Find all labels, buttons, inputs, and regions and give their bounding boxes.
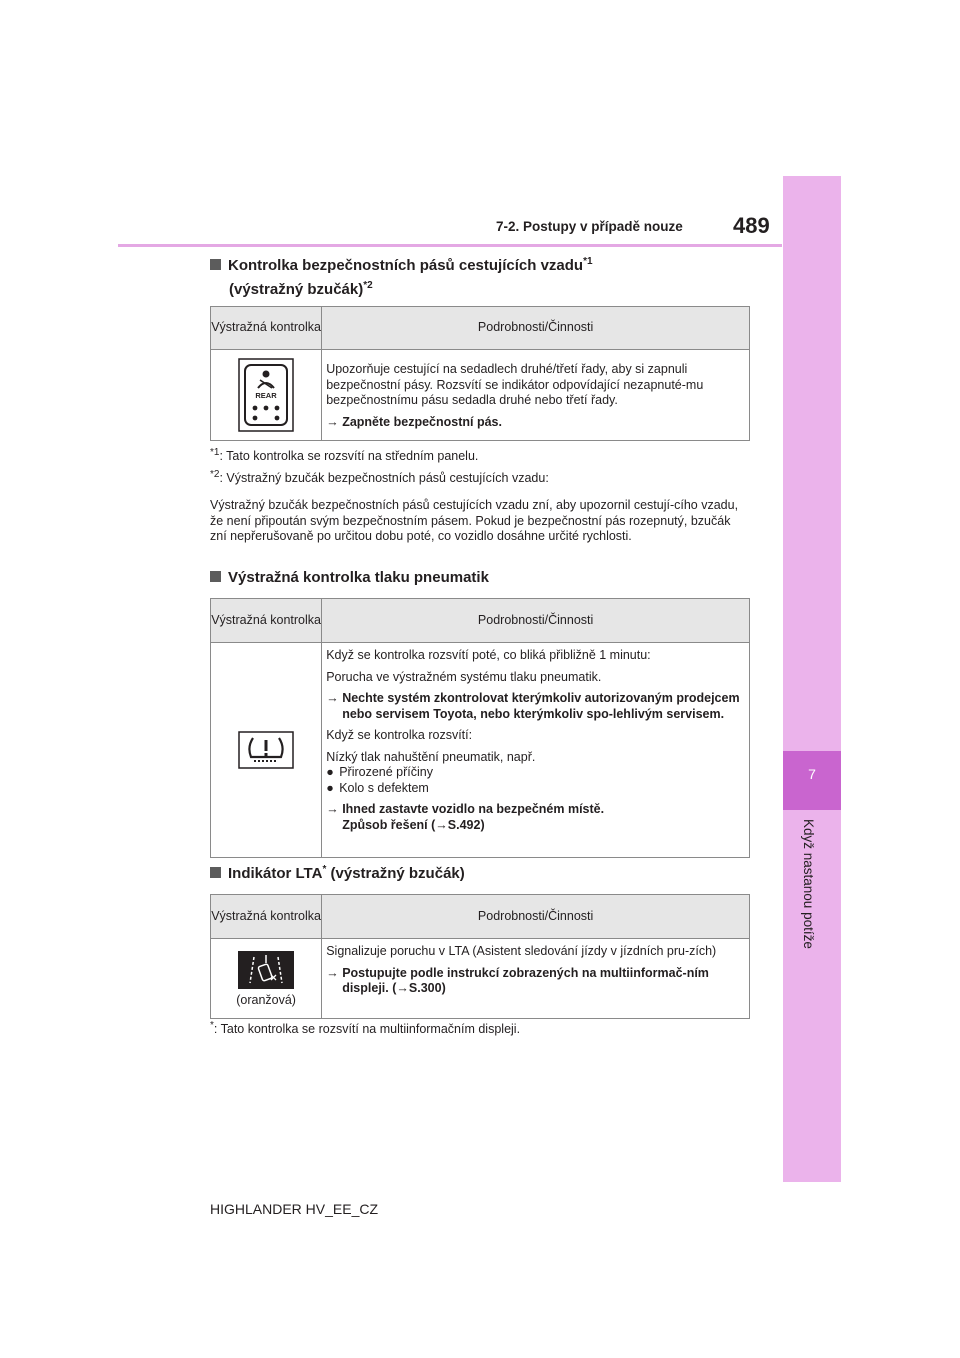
page-reference-link[interactable]: S.492 (447, 817, 481, 832)
table-header-light: Výstražná kontrolka (211, 599, 322, 643)
lta-icon-caption: (oranžová) (236, 992, 296, 1007)
table-header-light: Výstražná kontrolka (211, 307, 322, 350)
tire-line-1: Když se kontrolka rozsvítí poté, co bliká přibližně 1 minutu: (326, 648, 651, 662)
tire-line-4: Nízký tlak nahuštění pneumatik, např. (326, 749, 536, 764)
list-item: ● Přirozené příčiny (326, 765, 433, 779)
section2-heading: Výstražná kontrolka tlaku pneumatik (210, 568, 489, 588)
table-header-details: Podrobnosti/Činnosti (322, 599, 750, 643)
lta-table (210, 894, 750, 1019)
section-title: 7-2. Postupy v případě nouze (496, 219, 683, 234)
list-item: ● Kolo s defektem (326, 780, 429, 795)
table-header-details: Podrobnosti/Činnosti (322, 895, 750, 939)
lta-details-cell (322, 939, 750, 1019)
square-bullet-icon (210, 867, 221, 878)
seatbelt-icon-cell (211, 350, 322, 441)
tire-pressure-icon (238, 731, 294, 769)
svg-text:REAR: REAR (255, 391, 277, 400)
chapter-title: Když nastanou potíže (801, 819, 816, 949)
lta-icon (238, 951, 294, 989)
table-header-details: Podrobnosti/Činnosti (322, 307, 750, 350)
arrow-right-icon: → (326, 965, 339, 980)
tire-line-2: Porucha ve výstražném systému tlaku pneumatik. (326, 669, 602, 684)
rear-seatbelt-icon (238, 358, 294, 432)
chapter-number: 7 (808, 766, 816, 782)
arrow-right-icon: → (326, 414, 339, 429)
chapter-side-tab (783, 176, 841, 1182)
square-bullet-icon (210, 571, 221, 582)
tire-details-cell (322, 643, 750, 858)
page-reference-link[interactable]: S.300 (408, 981, 442, 995)
buzzer-paragraph: Výstražný bzučák bezpečnostních pásů cestujících vzadu zní, aby upozornil cestují-cího vzadu, že není připoután svým bezpečnostním pásem. Pokud je bezpečnostní pás rozepnutý, bzučák zní nepřerušovaně po určitou dobu poté, co vozidlo dosáhne určité rychlosti. (210, 498, 739, 543)
tire-pressure-table (210, 598, 750, 858)
seatbelt-warning-table (210, 306, 750, 441)
tire-action-1: → Nechte systém zkontrolovat kterýmkoliv autorizovaným prodejcem nebo servisem Toyota, nebo kterýmkoliv spo-lehlivým servisem. (326, 691, 740, 721)
tire-icon-cell (211, 643, 322, 858)
page-number: 489 (733, 213, 770, 238)
footnote-lta: *: Tato kontrolka se rozsvítí na multiinformačním displeji. (210, 1019, 521, 1036)
table-header-light: Výstražná kontrolka (211, 895, 322, 939)
section1-heading: Kontrolka bezpečnostních pásů cestujících vzadu$^{*1}$ (210, 256, 593, 276)
footnote-2: $^{*2}$: Výstražný bzučák bezpečnostních pásů cestujících vzadu: (210, 468, 549, 485)
model-code: HIGHLANDER HV_EE_CZ (210, 1201, 379, 1217)
lta-action: → Postupujte podle instrukcí zobrazených na multiinformač-ním displeji. (→S.300) (326, 965, 709, 995)
header-divider (118, 244, 782, 247)
lta-description: Signalizuje poruchu v LTA (Asistent sledování jízdy v jízdních pru-zích) (326, 944, 717, 958)
footnote-1: $^{*1}$: Tato kontrolka se rozsvítí na středním panelu. (210, 446, 479, 463)
tire-line-3: Když se kontrolka rozsvítí: (326, 728, 473, 742)
arrow-right-icon: → (326, 802, 339, 816)
lta-icon-cell (211, 939, 322, 1019)
tire-action-2: → Ihned zastavte vozidlo na bezpečném místě. Způsob řešení (→S.492) (326, 802, 605, 832)
seatbelt-action: → Zapněte bezpečnostní pás. (326, 414, 502, 429)
section3-heading: Indikátor LTA* (výstražný bzučák) (210, 864, 465, 884)
arrow-right-icon: → (326, 691, 339, 705)
seatbelt-details-cell (322, 350, 750, 441)
square-bullet-icon (210, 259, 221, 270)
section1-heading-line2: (výstražný bzučák)$^{*2}$ (229, 280, 373, 298)
seatbelt-description: Upozorňuje cestující na sedadlech druhé/třetí řady, aby si zapnuli bezpečnostní pásy. Rozsvítí se indikátor odpovídající nezapnuté-mu bezpečnostnímu pásu sedadla druhé nebo třetí řady. (326, 362, 704, 407)
